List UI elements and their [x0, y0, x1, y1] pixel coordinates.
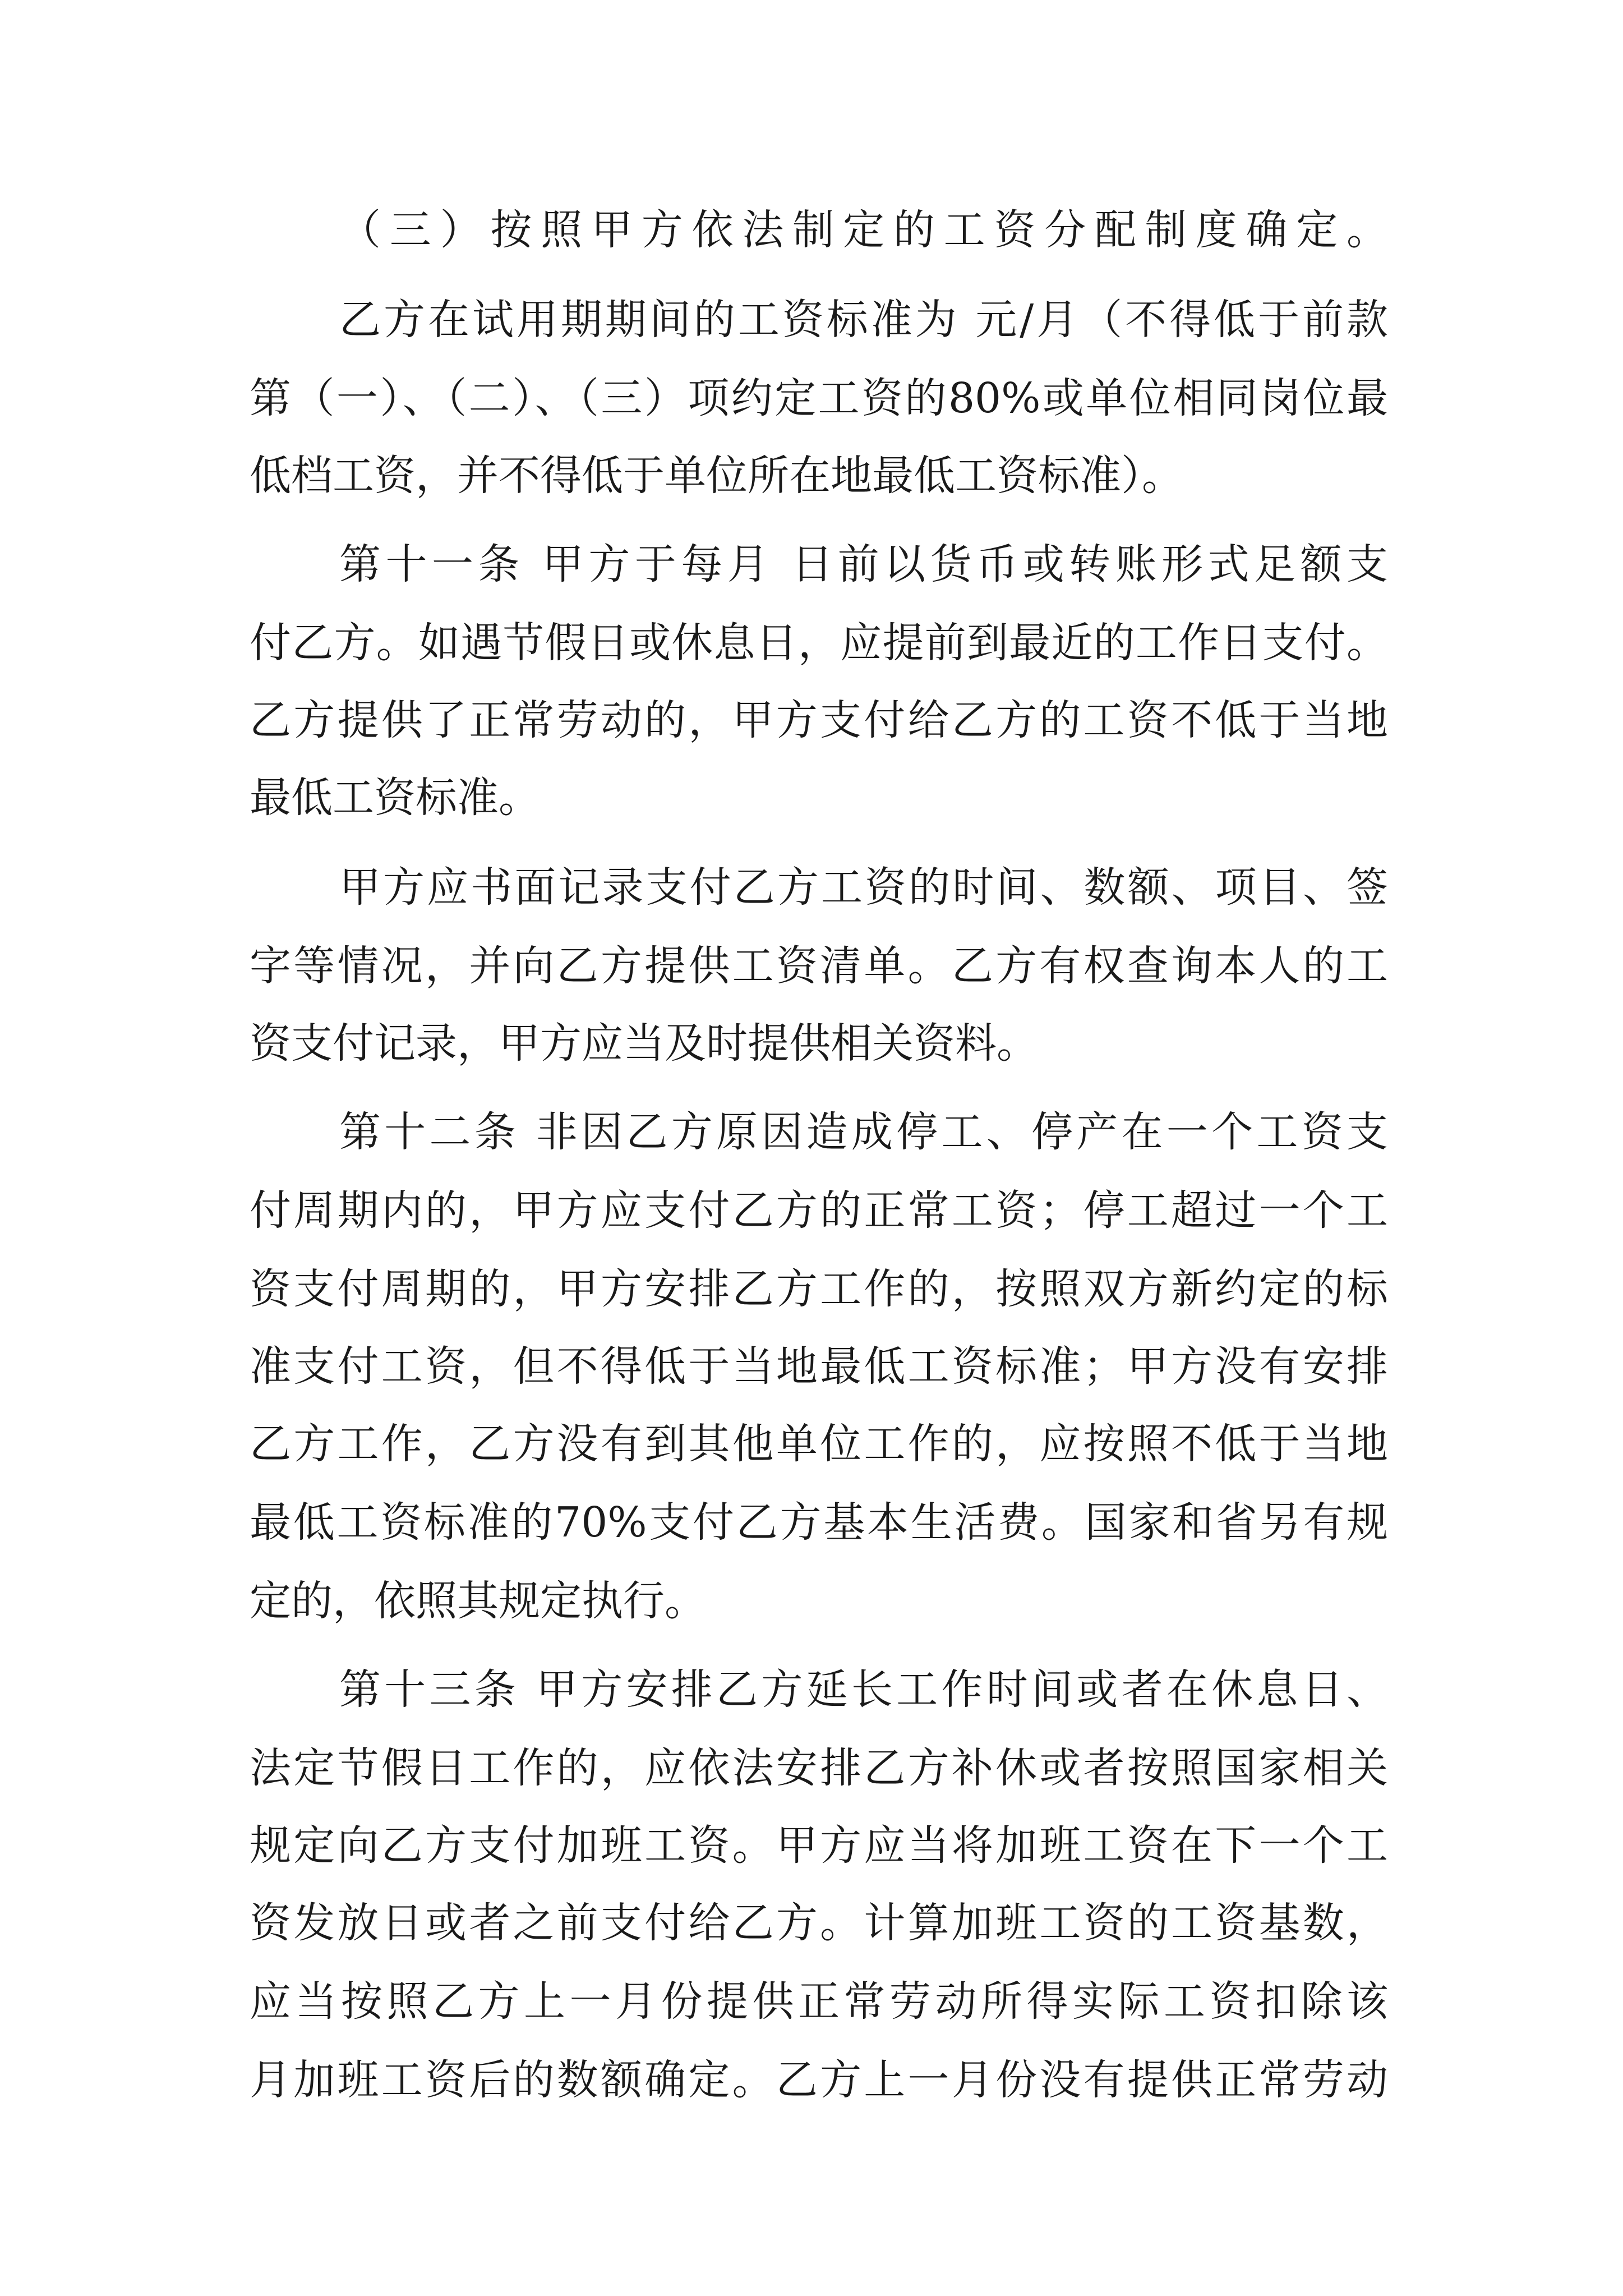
text-line: 字等情况，并向乙方提供工资清单。乙方有权查询本人的工 — [250, 942, 1388, 990]
text-line: 第十一条 甲方于每月 日前以货币或转账形式足额支 — [339, 540, 1388, 588]
text-line: 低档工资，并不得低于单位所在地最低工资标准）。 — [250, 452, 1183, 500]
text-line: 月加班工资后的数额确定。乙方上一月份没有提供正常劳动 — [250, 2056, 1388, 2104]
text-line: 第（一）、（二）、（三）项约定工资的80%或单位相同岗位最 — [250, 374, 1388, 422]
text-line: 乙方提供了正常劳动的，甲方支付给乙方的工资不低于当地 — [250, 696, 1388, 744]
text-line: 甲方应书面记录支付乙方工资的时间、数额、项目、签 — [339, 863, 1388, 912]
text-line: 资发放日或者之前支付给乙方。计算加班工资的工资基数， — [250, 1899, 1388, 1947]
text-line: 第十三条 甲方安排乙方延长工作时间或者在休息日、 — [339, 1665, 1388, 1714]
text-line: 资支付周期的，甲方安排乙方工作的，按照双方新约定的标 — [250, 1265, 1388, 1313]
text-line: 资支付记录，甲方应当及时提供相关资料。 — [250, 1019, 1038, 1068]
text-line: 定的，依照其规定执行。 — [250, 1577, 706, 1625]
text-line: 乙方在试用期期间的工资标准为 元/月（不得低于前款 — [339, 296, 1388, 344]
text-line: 应当按照乙方上一月份提供正常劳动所得实际工资扣除该 — [250, 1977, 1388, 2026]
text-line: 准支付工资，但不得低于当地最低工资标准；甲方没有安排 — [250, 1342, 1388, 1391]
text-line: 付周期内的，甲方应支付乙方的正常工资；停工超过一个工 — [250, 1186, 1388, 1235]
text-line: 第十二条 非因乙方原因造成停工、停产在一个工资支 — [339, 1108, 1388, 1156]
text-line: 法定节假日工作的，应依法安排乙方补休或者按照国家相关 — [250, 1744, 1388, 1792]
text-line: 最低工资标准。 — [250, 774, 540, 822]
text-line: 乙方工作，乙方没有到其他单位工作的，应按照不低于当地 — [250, 1420, 1388, 1468]
text-line: 最低工资标准的70%支付乙方基本生活费。国家和省另有规 — [250, 1498, 1388, 1547]
text-line: （三）按照甲方依法制定的工资分配制度确定。 — [339, 206, 1388, 254]
text-line: 规定向乙方支付加班工资。甲方应当将加班工资在下一个工 — [250, 1821, 1388, 1870]
text-line: 付乙方。如遇节假日或休息日，应提前到最近的工作日支付。 — [250, 619, 1388, 667]
